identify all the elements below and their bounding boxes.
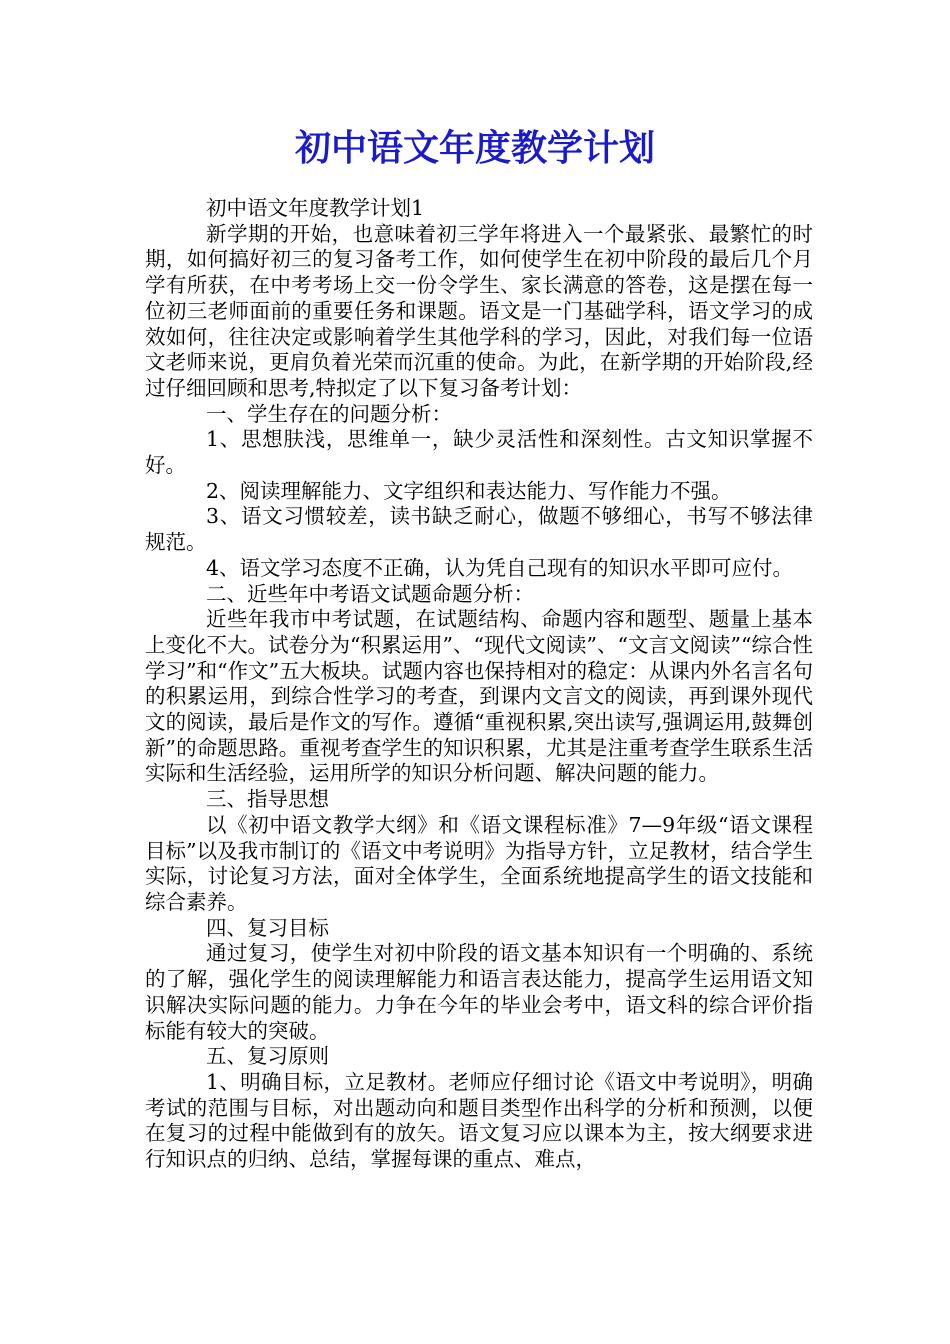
- paragraph-guiding-ideas: 以《初中语文教学大纲》和《语文课程标准》7—9年级“语文课程目标”以及我市制订的《语文中考说明》为指导方针，立足教材，结合学生实际，讨论复习方法，面对全体学生，全面系统地提高学生的语文技能和综合素养。: [145, 812, 813, 914]
- paragraph-subtitle: 初中语文年度教学计划1: [206, 196, 425, 220]
- document-body: [145, 196, 813, 1173]
- heading-exam-analysis: 二、近些年中考语文试题命题分析：: [206, 581, 534, 606]
- document-title: 初中语文年度教学计划: [294, 127, 655, 169]
- problem-item-1: 1、思想肤浅，思维单一，缺少灵活性和深刻性。古文知识掌握不好。: [145, 427, 813, 478]
- problem-item-2: 2、阅读理解能力、文字组织和表达能力、写作能力不强。: [206, 478, 732, 503]
- paragraph-exam-analysis: 近些年我市中考试题，在试题结构、命题内容和题型、题量上基本上变化不大。试卷分为“积累运用”、“现代文阅读”、“文言文阅读”“综合性学习”和“作文”五大板块。试题内容也保持相对的稳定：从课内外名言名句的积累运用，到综合性学习的考查，到课内文言文的阅读，再到课外现代文的阅读，最后是作文的写作。遵循“重视积累,突出读写,强调运用,鼓舞创新”的命题思路。重视考查学生的知识积累，尤其是注重考查学生联系生活实际和生活经验，运用所学的知识分析问题、解决问题的能力。: [145, 607, 813, 786]
- heading-student-problems: 一、学生存在的问题分析：: [206, 401, 452, 426]
- problem-item-4: 4、语文学习态度不正确，认为凭自己现有的知识水平即可应付。: [206, 555, 794, 580]
- paragraph-review-goals: 通过复习，使学生对初中阶段的语文基本知识有一个明确的、系统的了解，强化学生的阅读理解能力和语言表达能力，提高学生运用语文知识解决实际问题的能力。力争在今年的毕业会考中，语文科的综合评价指标能有较大的突破。: [145, 941, 813, 1043]
- heading-review-principles: 五、复习原则: [206, 1044, 329, 1069]
- heading-guiding-ideas: 三、指导思想: [206, 787, 329, 812]
- problem-item-3: 3、语文习惯较差，读书缺乏耐心，做题不够细心，书写不够法律规范。: [145, 504, 813, 555]
- principle-item-1: 1、明确目标，立足教材。老师应仔细讨论《语文中考说明》，明确考试的范围与目标，对出题动向和题目类型作出科学的分析和预测，以便在复习的过程中能做到有的放矢。语文复习应以课本为主，按大纲要求进行知识点的归纳、总结，掌握每课的重点、难点，: [145, 1069, 813, 1172]
- paragraph-intro: 新学期的开始，也意味着初三学年将进入一个最紧张、最繁忙的时期，如何搞好初三的复习备考工作，如何使学生在初中阶段的最后几个月学有所获，在中考考场上交一份令学生、家长满意的答卷，这是摆在每一位初三老师面前的重要任务和课题。语文是一门基础学科，语文学习的成效如何，往往决定或影响着学生其他学科的学习，因此，对我们每一位语文老师来说，更肩负着光荣而沉重的使命。为此，在新学期的开始阶段,经过仔细回顾和思考,特拟定了以下复习备考计划：: [145, 221, 813, 400]
- heading-review-goals: 四、复习目标: [206, 915, 329, 940]
